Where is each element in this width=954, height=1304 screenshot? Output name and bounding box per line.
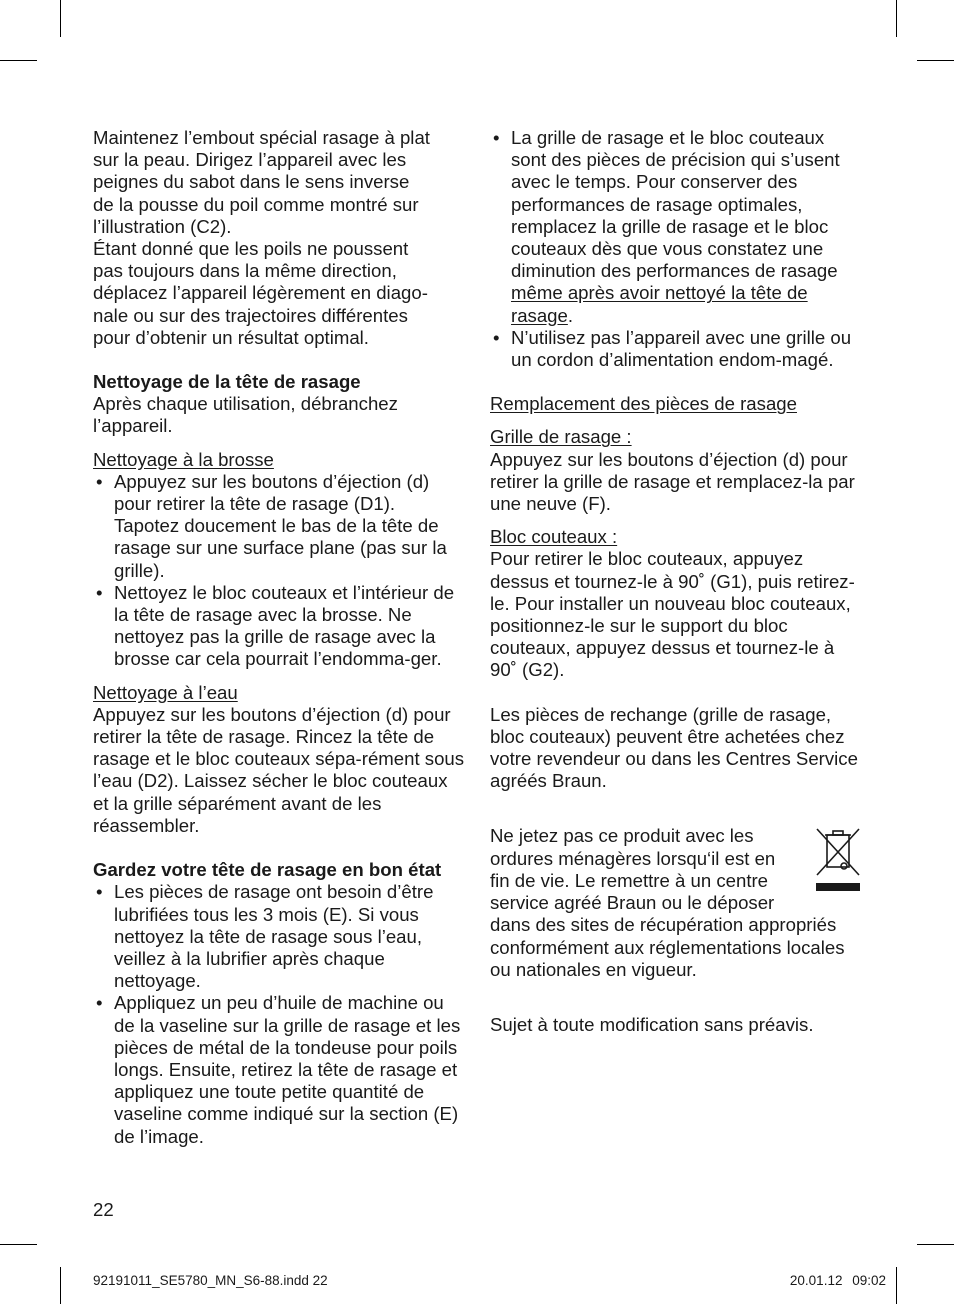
crop-mark bbox=[917, 1244, 954, 1245]
care-heading: Gardez votre tête de rasage en bon état bbox=[93, 859, 442, 881]
intro-line: Étant donné que les poils ne poussent bbox=[93, 238, 409, 260]
crop-mark bbox=[917, 60, 954, 61]
intro-line: l’illustration (C2). bbox=[93, 215, 232, 237]
crop-mark bbox=[60, 0, 61, 37]
intro-line: pas toujours dans la même direction, bbox=[93, 260, 397, 282]
wear-bullet-list bbox=[490, 127, 862, 371]
list-item: • Appuyez sur les boutons d’éjection (d) pour retirer la tête de rasage (D1). Tapotez doucement le bas de la tête de rasage sur une surface plane (pas sur la grille). bbox=[93, 471, 465, 582]
intro-paragraph bbox=[93, 127, 465, 349]
foil-paragraph: Appuyez sur les boutons d’éjection (d) pour retirer la grille de rasage et remplacez-la par une neuve (F). bbox=[490, 448, 855, 515]
crop-mark bbox=[896, 1267, 897, 1304]
crop-mark bbox=[896, 0, 897, 37]
brush-heading: Nettoyage à la brosse bbox=[93, 448, 274, 470]
left-column bbox=[93, 127, 465, 1148]
disposal-line: fin de vie. Le remettre à un centre bbox=[490, 869, 769, 891]
list-item bbox=[490, 127, 862, 327]
brush-bullet-list bbox=[93, 471, 465, 671]
bullet-underlined-text: même après avoir nettoyé la tête de rasage bbox=[511, 282, 808, 326]
intro-line: déplacez l’appareil légèrement en diago- bbox=[93, 282, 428, 304]
list-item: • Les pièces de rasage ont besoin d’être lubrifiées tous les 3 mois (E). Si vous nettoyez la tête de rasage sous l’eau, veillez à la lubrifier après chaque nettoyage. bbox=[93, 881, 465, 992]
disposal-section bbox=[490, 825, 862, 980]
foil-heading: Grille de rasage : bbox=[490, 426, 632, 448]
notice: Sujet à toute modification sans préavis. bbox=[490, 1013, 814, 1035]
intro-line: nale ou sur des trajectoires différentes bbox=[93, 304, 408, 326]
list-item: • Nettoyez le bloc couteaux et l’intérieur de la tête de rasage avec la brosse. Ne nettoyez pas la grille de rasage avec la brosse car cela pourrait l’endomma-ger. bbox=[93, 582, 465, 671]
crop-mark bbox=[0, 60, 37, 61]
water-heading: Nettoyage à l’eau bbox=[93, 681, 238, 703]
disposal-line: service agréé Braun ou le déposer bbox=[490, 892, 775, 914]
footer-date-time: 20.01.12 09:02 bbox=[789, 1273, 886, 1288]
spares-paragraph: Les pièces de rechange (grille de rasage, bloc couteaux) peuvent être achetées chez votre revendeur ou dans les Centres Service agréés Braun. bbox=[490, 703, 858, 792]
intro-line: pour d’obtenir un résultat optimal. bbox=[93, 326, 369, 348]
disposal-paragraph bbox=[490, 825, 862, 980]
disposal-line: Ne jetez pas ce produit avec les bbox=[490, 825, 754, 847]
intro-line: peignes du sabot dans le sens inverse bbox=[93, 171, 410, 193]
care-bullet-list bbox=[93, 881, 465, 1147]
crop-mark bbox=[0, 1244, 37, 1245]
list-item: • N’utilisez pas l’appareil avec une grille ou un cordon d’alimentation endom-magé. bbox=[490, 327, 862, 371]
replacement-heading: Remplacement des pièces de rasage bbox=[490, 393, 797, 415]
disposal-rest: dans des sites de récupération appropriés conformément aux réglementations locales ou nationales en vigueur. bbox=[490, 914, 845, 980]
list-item: • Appliquez un peu d’huile de machine ou de la vaseline sur la grille de rasage et les pièces de métal de la tondeuse pour poils longs. Ensuite, retirez la tête de rasage et appliquez une toute petite quantité de vaseline comme indiqué sur la section (E) de l’image. bbox=[93, 992, 465, 1147]
intro-line: sur la peau. Dirigez l’appareil avec les bbox=[93, 149, 407, 171]
bullet-text-end: . bbox=[567, 304, 574, 326]
crop-mark bbox=[60, 1267, 61, 1304]
intro-line: de la pousse du poil comme montré sur bbox=[93, 193, 419, 215]
crossed-out-bin-icon bbox=[814, 825, 862, 895]
right-column bbox=[490, 127, 862, 1036]
disposal-line: ordures ménagères lorsqu‘il est en bbox=[490, 847, 776, 869]
cutter-heading: Bloc couteaux : bbox=[490, 526, 618, 548]
cleaning-heading: Nettoyage de la tête de rasage bbox=[93, 371, 361, 393]
page-number: 22 bbox=[93, 1199, 114, 1220]
intro-line: Maintenez l’embout spécial rasage à plat bbox=[93, 127, 430, 148]
bullet-text: La grille de rasage et le bloc couteaux sont des pièces de précision qui s’usent avec le temps. Pour conserver des performances de rasage optimales, remplacez la grille de rasage et le bloc couteaux dès que vous constatez une diminution des performances de rasage bbox=[511, 127, 840, 282]
footer-file-info: 92191011_SE5780_MN_S6-88.indd 22 bbox=[93, 1273, 328, 1288]
cutter-paragraph: Pour retirer le bloc couteaux, appuyez dessus et tournez-le à 90˚ (G1), puis retirez-le. Pour installer un nouveau bloc couteaux, positionnez-le sur le support du bloc couteaux, appuyez dessus et tournez-le à 90˚ (G2). bbox=[490, 548, 855, 681]
water-paragraph: Appuyez sur les boutons d’éjection (d) pour retirer la tête de rasage. Rincez la tête de rasage et le bloc couteaux sépa-rément sous l’eau (D2). Laissez sécher le bloc couteaux et la grille séparément avant de les réassembler. bbox=[93, 703, 465, 836]
cleaning-intro: Après chaque utilisation, débranchez l’appareil. bbox=[93, 393, 398, 437]
